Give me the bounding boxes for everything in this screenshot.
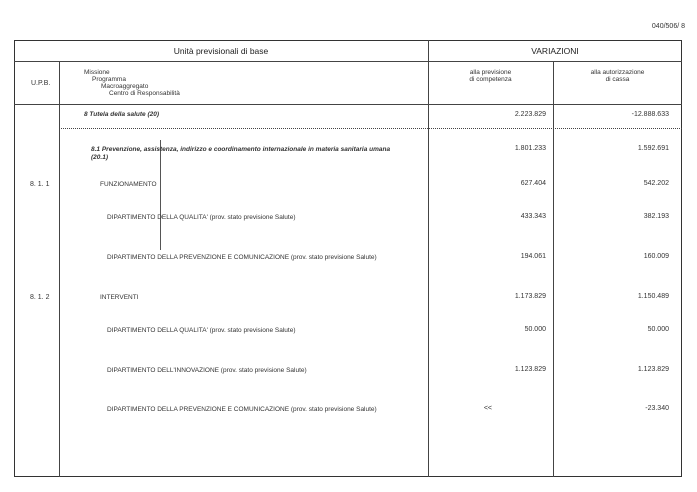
responsibility-centre-label: DIPARTIMENTO DELL'INNOVAZIONE (prov. stato previsione Salute) <box>107 367 307 374</box>
hierarchy-level-1: Missione <box>84 69 110 76</box>
responsibility-centre-label: DIPARTIMENTO DELLA QUALITA' (prov. stato previsione Salute) <box>107 214 296 221</box>
upb-section-title: Unità previsionali di base <box>173 46 269 56</box>
cassa-value: -12.888.633 <box>631 111 669 118</box>
mission-label: 8 Tutela della salute (20) <box>84 111 160 118</box>
cassa-value: 1.150.489 <box>637 293 669 300</box>
cassa-header-line2: di cassa <box>605 76 630 83</box>
cassa-value: 542.202 <box>643 180 669 187</box>
section-divider <box>59 128 682 129</box>
cassa-value: 382.193 <box>643 213 669 220</box>
macroaggregate-label: FUNZIONAMENTO <box>100 181 157 188</box>
upb-code: 8. 1. 2 <box>30 294 50 301</box>
cassa-value: 160.009 <box>643 253 669 260</box>
competenza-value: 194.061 <box>520 253 546 260</box>
page-reference: 040/506/ 8 <box>651 23 685 30</box>
upb-column-label: U.P.B. <box>31 80 51 87</box>
hierarchy-level-4: Centro di Responsabilità <box>109 90 180 97</box>
competenza-value: 2.223.829 <box>514 111 546 118</box>
cassa-value: 1.592.691 <box>637 145 669 152</box>
competenza-header-line1: alla previsione <box>469 69 512 76</box>
header-divider-top <box>14 61 682 62</box>
competenza-value: << <box>483 405 492 412</box>
cassa-column-divider <box>553 61 554 477</box>
competenza-value: 50.000 <box>524 326 546 333</box>
cassa-value: 1.123.829 <box>637 366 669 373</box>
variations-title: VARIAZIONI <box>531 46 579 56</box>
hierarchy-level-3: Macroaggregato <box>101 83 149 90</box>
competenza-value: 1.173.829 <box>514 293 546 300</box>
cassa-value: 50.000 <box>647 326 669 333</box>
competenza-value: 627.404 <box>520 180 546 187</box>
competenza-value: 433.343 <box>520 213 546 220</box>
responsibility-centre-label: DIPARTIMENTO DELLA PREVENZIONE E COMUNICAZIONE (prov. stato previsione Salute) <box>107 254 377 261</box>
competenza-value: 1.801.233 <box>514 145 546 152</box>
upb-code: 8. 1. 1 <box>30 181 50 188</box>
header-divider-bottom <box>14 104 682 105</box>
programme-label: 8.1 Prevenzione, assistenza, indirizzo e coordinamento internazionale in materia sanitaria umana (20.1) <box>91 146 391 161</box>
responsibility-centre-label: DIPARTIMENTO DELLA PREVENZIONE E COMUNICAZIONE (prov. stato previsione Salute) <box>107 406 377 413</box>
responsibility-centre-label: DIPARTIMENTO DELLA QUALITA' (prov. stato previsione Salute) <box>107 327 296 334</box>
competenza-header-line2: di competenza <box>469 76 512 83</box>
competenza-value: 1.123.829 <box>514 366 546 373</box>
hierarchy-level-2: Programma <box>92 76 126 83</box>
cassa-header-line1: alla autorizzazione <box>590 69 645 76</box>
macroaggregate-label: INTERVENTI <box>100 294 139 301</box>
upb-column-divider <box>59 61 60 477</box>
cassa-value: -23.340 <box>645 405 669 412</box>
